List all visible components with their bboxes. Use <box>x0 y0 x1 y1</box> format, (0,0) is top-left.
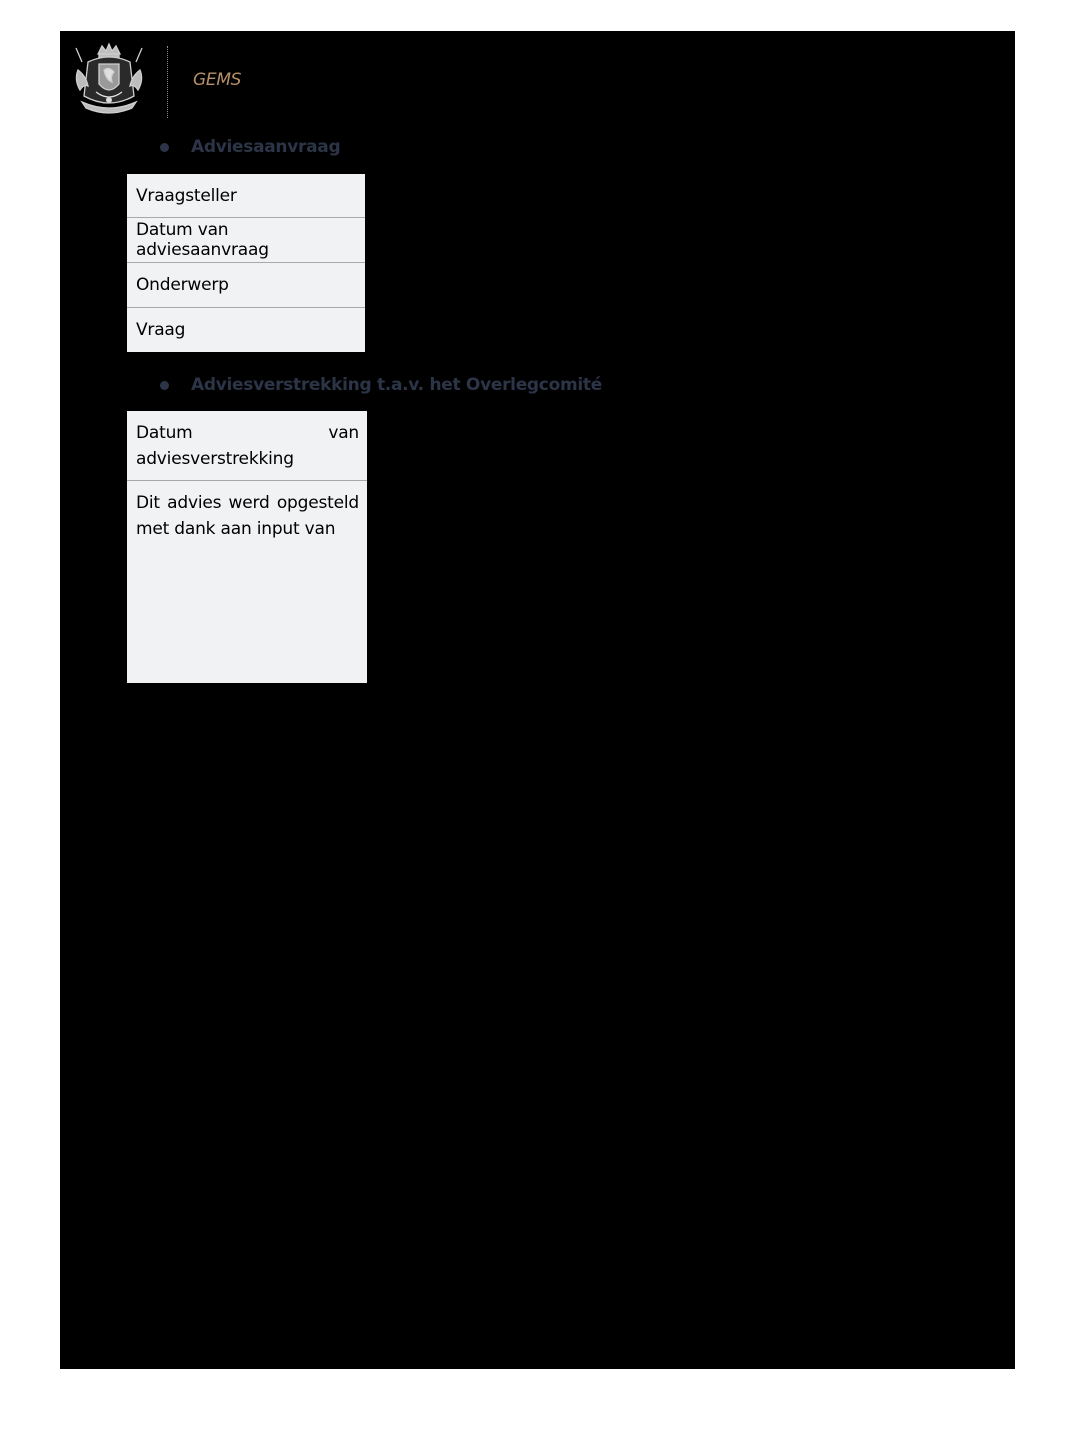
response-table <box>127 411 367 683</box>
row-label: Onderwerp <box>136 275 229 295</box>
coat-of-arms-logo <box>72 40 146 120</box>
section-title: Adviesverstrekking t.a.v. het Overlegcomité <box>191 375 602 395</box>
row-line: adviesverstrekking <box>136 449 294 469</box>
header-divider <box>167 46 168 118</box>
row-word: Datum <box>136 423 193 443</box>
org-name: GEMS <box>193 70 242 90</box>
table-row <box>127 308 365 352</box>
table-row <box>127 174 365 218</box>
table-row <box>127 218 365 263</box>
row-line: met dank aan input van <box>136 519 336 539</box>
section-adviesaanvraag <box>158 137 340 157</box>
table-row <box>127 263 365 308</box>
request-table <box>127 174 365 352</box>
table-row <box>127 411 367 481</box>
crest-icon <box>72 40 146 120</box>
row-word: werd <box>228 493 270 513</box>
table-row <box>127 481 367 683</box>
row-word: advies <box>167 493 222 513</box>
bullet-icon <box>160 381 169 390</box>
row-line <box>136 490 359 516</box>
bullet-icon <box>160 143 169 152</box>
row-line <box>136 420 359 446</box>
row-word: opgesteld <box>276 493 359 513</box>
row-word: van <box>328 423 359 443</box>
row-word: Dit <box>136 493 160 513</box>
row-label: Datum van adviesaanvraag <box>136 220 269 260</box>
row-label: Vraag <box>136 320 186 340</box>
section-adviesverstrekking <box>158 375 602 395</box>
row-label: Vraagsteller <box>136 185 237 206</box>
section-title: Adviesaanvraag <box>191 137 341 157</box>
